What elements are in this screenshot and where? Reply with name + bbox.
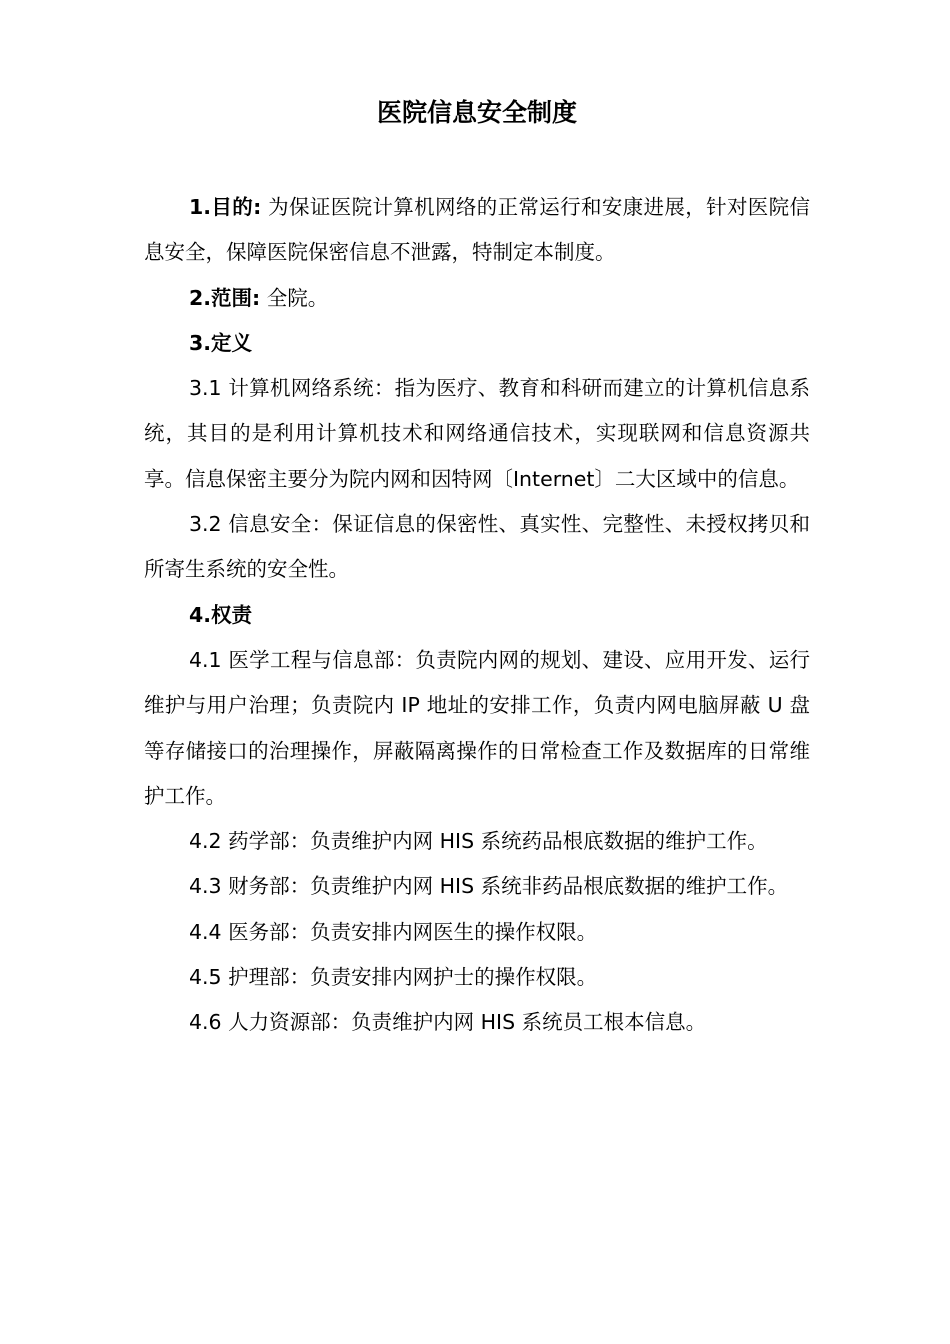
definition-item: 3.2 信息安全：保证信息的保密性、真实性、完整性、未授权拷贝和所寄生系统的安全性。 <box>144 512 810 582</box>
responsibility-item: 4.4 医务部：负责安排内网医生的操作权限。 <box>189 919 598 944</box>
responsibility-item: 4.3 财务部：负责维护内网 HIS 系统非药品根底数据的维护工作。 <box>189 874 789 899</box>
section-responsibilities-heading: 4.权责 <box>189 602 253 627</box>
responsibility-item: 4.6 人力资源部：负责维护内网 HIS 系统员工根本信息。 <box>189 1010 707 1035</box>
responsibility-item: 4.2 药学部：负责维护内网 HIS 系统药品根底数据的维护工作。 <box>189 829 768 854</box>
section-purpose-text: 为保证医院计算机网络的正常运行和安康进展，针对医院信息安全，保障医院保密信息不泄露，特制定本制度。 <box>144 195 811 265</box>
responsibility-item: 4.1 医学工程与信息部：负责院内网的规划、建设、应用开发、运行维护与用户治理；负责院内 IP 地址的安排工作，负责内网电脑屏蔽 U 盘等存储接口的治理操作，屏蔽隔离操作的日常检查工作及数据库的日常维护工作。 <box>144 647 810 808</box>
section-scope <box>144 276 810 321</box>
section-definitions-heading: 3.定义 <box>189 330 253 355</box>
responsibility-item: 4.5 护理部：负责安排内网护士的操作权限。 <box>189 965 598 990</box>
section-scope-text: 全院。 <box>260 285 329 310</box>
section-purpose-label: 1.目的: <box>189 195 262 219</box>
document-body <box>144 185 810 1046</box>
definition-item: 3.1 计算机网络系统：指为医疗、教育和科研而建立的计算机信息系统，其目的是利用计算机技术和网络通信技术，实现联网和信息资源共享。信息保密主要分为院内网和因特网〔Internet〕二大区域中的信息。 <box>144 376 810 491</box>
page-title: 医院信息安全制度 <box>376 98 577 127</box>
section-scope-label: 2.范围: <box>189 285 261 310</box>
section-purpose <box>144 185 810 276</box>
